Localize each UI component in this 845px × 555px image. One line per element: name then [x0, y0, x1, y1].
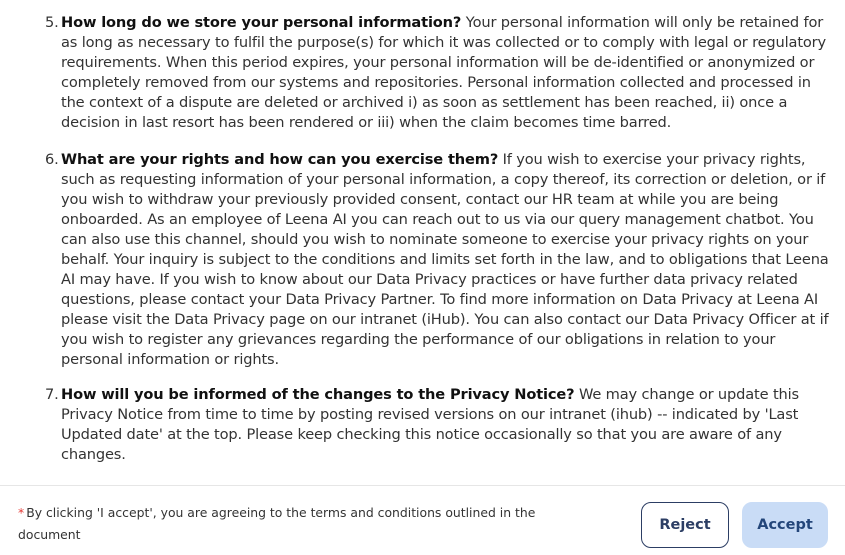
item-body: We may change or update this Privacy Notice from time to time by posting revised versions on our intranet (ihub) -- indicated by 'Last Updated date' at the top. Please keep checking this notice occasionally so that you are aware of any changes.: [61, 386, 799, 463]
item-heading: How long do we store your personal information?: [61, 14, 462, 31]
notice-item-changes: [45, 385, 831, 465]
item-heading: How will you be informed of the changes to the Privacy Notice?: [61, 386, 575, 403]
consent-label: By clicking 'I accept', you are agreeing to the terms and conditions outlined in the document: [18, 505, 536, 542]
consent-footer: [0, 485, 845, 555]
notice-item-storage: [45, 13, 831, 133]
accept-button[interactable]: Accept: [742, 502, 828, 548]
notice-item-rights: [45, 150, 831, 370]
item-body: If you wish to exercise your privacy rights, such as requesting information of your personal information, a copy thereof, its correction or deletion, or if you wish to withdraw your previously provided consent, contact our HR team at while you are being onboarded. As an employee of Leena AI you can reach out to us via our query management chatbot. You can also use this channel, should you wish to nominate someone to exercise your privacy rights on your behalf. Your inquiry is subject to the conditions and limits set forth in the law, and to obligations that Leena AI may have. If you wish to know about our Data Privacy practices or have further data privacy related questions, please contact your Data Privacy Partner. To find more information on Data Privacy at Leena AI please visit the Data Privacy page on our intranet (iHub). You can also contact our Data Privacy Officer at if you wish to register any grievances regarding the performance of our obligations in relation to your personal information or rights.: [61, 151, 829, 368]
item-heading: What are your rights and how can you exercise them?: [61, 151, 499, 168]
item-number: 7.: [45, 386, 59, 403]
item-number: 5.: [45, 14, 59, 31]
item-body: Your personal information will only be retained for as long as necessary to fulfil the purpose(s) for which it was collected or to comply with legal or regulatory requirements. When this period expires, your personal information will be de-identified or anonymized or completely removed from our systems and repositories. Personal information collected and processed in the context of a dispute are deleted or archived i) as soon as settlement has been reached, ii) once a decision in last resort has been rendered or iii) when the claim becomes time barred.: [61, 14, 827, 131]
item-number: 6.: [45, 151, 59, 168]
reject-button[interactable]: Reject: [641, 502, 729, 548]
required-asterisk: *: [18, 505, 25, 520]
consent-text: [18, 502, 553, 546]
